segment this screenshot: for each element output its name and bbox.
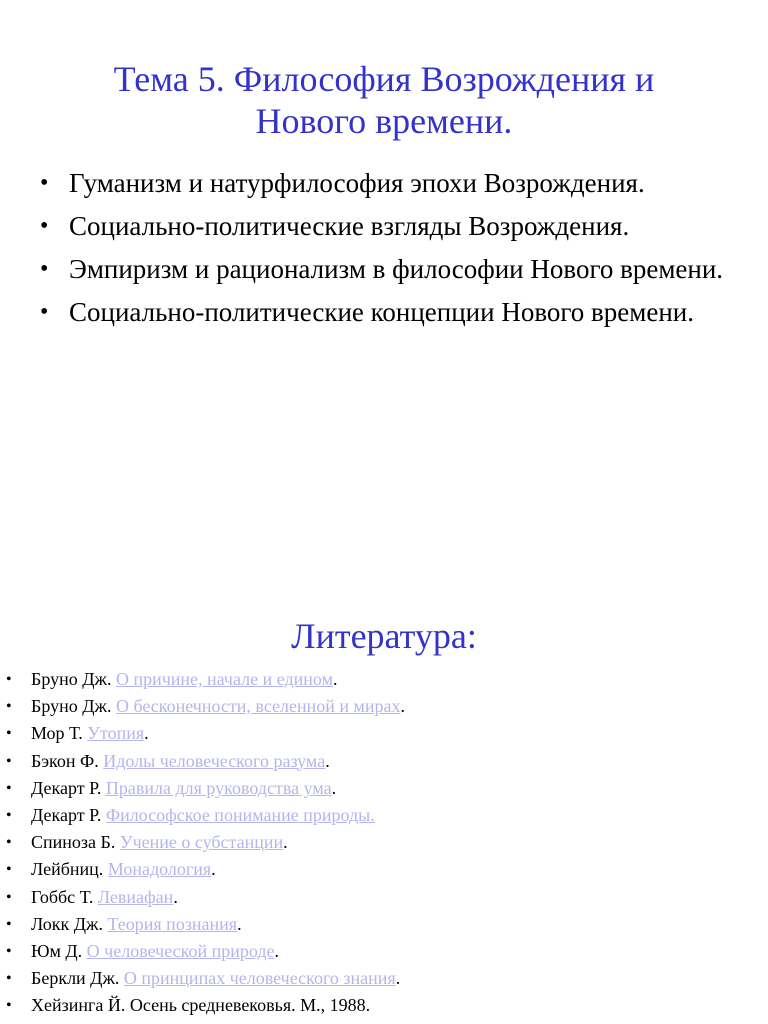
bullet-icon: • (6, 779, 12, 797)
reference-link[interactable]: Учение о субстанции (119, 832, 284, 853)
bullet-icon: • (6, 834, 12, 852)
reference-link[interactable]: Идолы человеческого разума (103, 750, 326, 771)
bullet-icon: • (6, 943, 12, 961)
reference-suffix: . (237, 913, 242, 934)
bullet-icon: • (6, 807, 12, 825)
reference-suffix: . (331, 777, 337, 798)
literature-item (6, 884, 756, 911)
topic-item (40, 166, 730, 200)
literature-item (6, 965, 756, 992)
literature-heading: Литература: (291, 616, 477, 656)
topic-item (40, 295, 730, 329)
bullet-icon: • (40, 256, 49, 282)
reference-suffix: . (211, 859, 216, 880)
reference-link[interactable]: Теория познания (107, 913, 238, 934)
reference-link[interactable]: О бесконечности, вселенной и мирах (115, 696, 401, 717)
reference-author: Беркли Дж. (31, 968, 124, 989)
literature-item (6, 992, 756, 1019)
reference-author: Спиноза Б. (31, 832, 120, 853)
reference-link[interactable]: Философское понимание природы. (105, 805, 375, 826)
reference-author: Бэкон Ф. (31, 750, 104, 771)
reference-suffix: . (173, 886, 178, 907)
topic-text: Гуманизм и натурфилософия эпохи Возрождения. (69, 168, 645, 198)
literature-item (6, 829, 756, 856)
reference-author: Юм Д. (31, 941, 87, 962)
reference-suffix: . (325, 750, 330, 771)
bullet-icon: • (6, 997, 12, 1015)
literature-item (6, 775, 756, 802)
reference-link[interactable]: Правила для руководства ума (105, 777, 332, 798)
literature-item (6, 720, 756, 747)
reference-author: Лейбниц. (31, 859, 108, 880)
reference-author: Декарт Р. (31, 805, 106, 826)
reference-link[interactable]: Левиафан (97, 886, 174, 907)
reference-author: Бруно Дж. (31, 696, 116, 717)
reference-suffix: . (332, 669, 338, 689)
reference-author: Бруно Дж. (31, 669, 116, 689)
literature-item (6, 911, 756, 938)
topic-list (40, 166, 730, 338)
reference-author: Локк Дж. (31, 913, 108, 934)
reference-link[interactable]: О причине, начале и едином (115, 669, 333, 689)
literature-item (6, 666, 756, 693)
reference-author: Гоббс Т. (31, 886, 98, 907)
literature-item (6, 856, 756, 883)
reference-author: Декарт Р. (31, 777, 106, 798)
reference-suffix: . (144, 723, 149, 744)
reference-suffix: . (400, 696, 406, 717)
topic-text: Социально-политические взгляды Возрождения. (69, 211, 630, 241)
reference-link[interactable]: Утопия (87, 723, 145, 744)
reference-link[interactable]: Монадология (107, 859, 212, 880)
topic-item (40, 252, 730, 286)
bullet-icon: • (6, 752, 12, 770)
reference-author: Мор Т. (31, 723, 88, 744)
reference-suffix: . (283, 832, 288, 853)
literature-list (6, 666, 756, 1020)
reference-suffix: . (395, 968, 401, 989)
topic-item (40, 209, 730, 243)
literature-item (6, 693, 756, 720)
slide-title: Тема 5. Философия Возрождения и Нового времени. (113, 59, 655, 141)
bullet-icon: • (6, 915, 12, 933)
reference-link[interactable]: О принципах человеческого знания (123, 968, 396, 989)
bullet-icon: • (6, 725, 12, 743)
bullet-icon: • (40, 213, 49, 239)
reference-suffix: . (274, 941, 279, 962)
topic-text: Социально-политические концепции Нового времени. (69, 297, 694, 327)
bullet-icon: • (6, 970, 12, 988)
bullet-icon: • (6, 698, 12, 716)
reference-author: Хейзинга Й. Осень средневековья. М., 1988. (31, 995, 371, 1016)
literature-item (6, 938, 756, 965)
bullet-icon: • (6, 888, 12, 906)
literature-item (6, 802, 756, 829)
literature-item (6, 748, 756, 775)
bullet-icon: • (40, 170, 49, 196)
bullet-icon: • (6, 861, 12, 879)
reference-link[interactable]: О человеческой природе (86, 941, 275, 962)
bullet-icon: • (40, 299, 49, 325)
topic-text: Эмпиризм и рационализм в философии Нового времени. (69, 254, 724, 284)
bullet-icon: • (6, 671, 12, 688)
